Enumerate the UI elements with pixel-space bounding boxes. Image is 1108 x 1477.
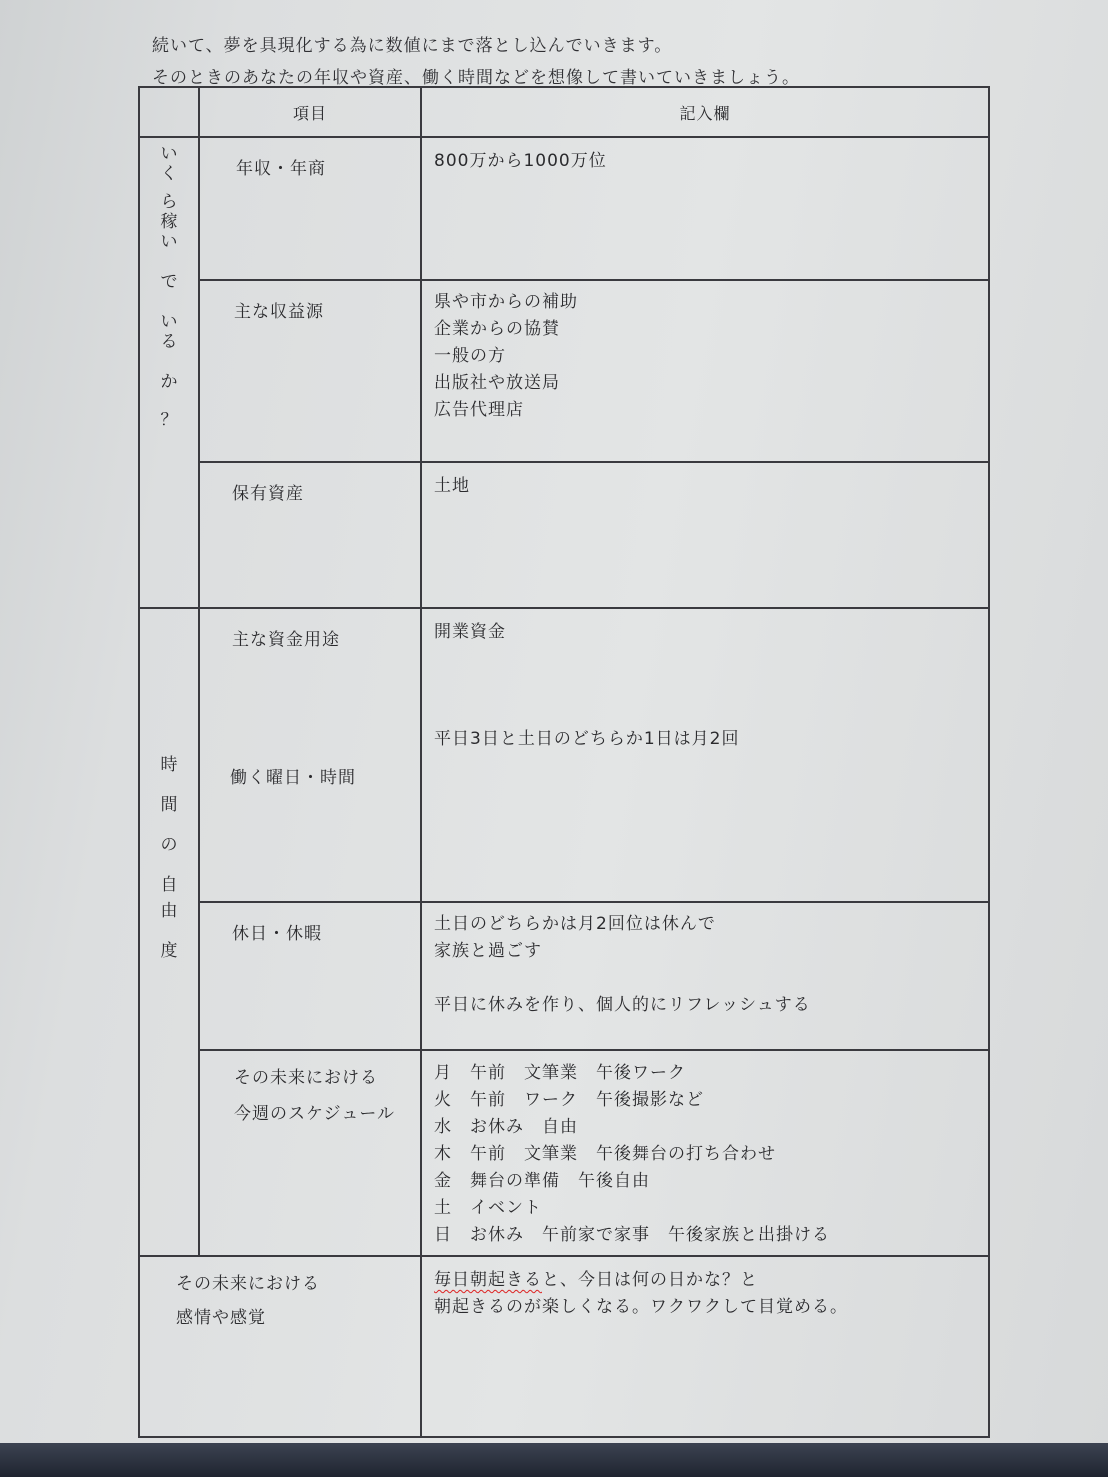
income-item-cell — [199, 137, 421, 280]
header-row — [139, 87, 989, 137]
holidays-item-label: 休日・休暇 — [232, 924, 322, 944]
list-item: 県や市からの補助 — [434, 292, 578, 312]
row-assets — [139, 462, 989, 608]
feelings-entry-line-1: 毎日朝起きると、今日は何の日かな？と — [434, 1270, 758, 1290]
header-group-cell — [139, 87, 199, 137]
row-schedule — [139, 1050, 989, 1256]
header-entry-label: 記入欄 — [679, 103, 731, 123]
schedule-item-label-2: 今週のスケジュール — [234, 1104, 395, 1124]
header-item-label: 項目 — [292, 103, 327, 123]
schedule-day: 月 午前 文筆業 午後ワーク — [434, 1063, 686, 1083]
revenue-item-cell — [199, 280, 421, 462]
spellcheck-underlined-text: 毎日朝起きる — [434, 1270, 542, 1290]
schedule-day: 土 イベント — [434, 1198, 542, 1218]
schedule-day: 木 午前 文筆業 午後舞台の打ち合わせ — [434, 1144, 776, 1164]
group-time-label: 時 間 の 自 由 度 — [160, 755, 178, 961]
assets-entry-cell — [421, 462, 989, 608]
assets-item-label: 保有資産 — [232, 484, 304, 504]
row-holidays — [139, 902, 989, 1050]
row-fund-and-work — [139, 608, 989, 902]
work-days-entry-line: 平日3日と土日のどちらか1日は月2回 — [434, 729, 740, 749]
feelings-item-cell — [139, 1256, 421, 1437]
feelings-item-label-2: 感情や感覚 — [176, 1308, 266, 1328]
fund-work-item-cell — [199, 608, 421, 902]
fund-use-entry-line: 開業資金 — [434, 622, 506, 642]
assets-entry-line: 土地 — [434, 476, 470, 496]
screen-bezel — [0, 1443, 1108, 1477]
list-item: 一般の方 — [434, 346, 506, 366]
revenue-entry-cell — [421, 280, 989, 462]
feelings-entry-cell — [421, 1256, 989, 1437]
schedule-entry-cell — [421, 1050, 989, 1256]
income-item-label: 年収・年商 — [236, 159, 326, 179]
fund-use-item-label: 主な資金用途 — [232, 630, 340, 650]
fund-work-entry-cell — [421, 608, 989, 902]
list-item: 家族と過ごす — [434, 941, 542, 961]
feelings-entry-line-2: 朝起きるのが楽しくなる。ワクワクして目覚める。 — [434, 1297, 848, 1317]
assets-item-cell — [199, 462, 421, 608]
schedule-day: 金 舞台の準備 午後自由 — [434, 1171, 650, 1191]
group-time-cell — [139, 608, 199, 1256]
income-entry-cell — [421, 137, 989, 280]
row-income — [139, 137, 989, 280]
intro-line-1: 続いて、夢を具現化する為に数値にまで落とし込んでいきます。 — [152, 36, 673, 56]
header-item-cell — [199, 87, 421, 137]
list-item: 出版社や放送局 — [434, 373, 560, 393]
holidays-item-cell — [199, 902, 421, 1050]
group-money-cell — [139, 137, 199, 608]
header-entry-cell — [421, 87, 989, 137]
group-money-label: い く ら 稼 い で い る か ？ — [160, 144, 178, 430]
list-item: 土日のどちらかは月2回位は休んで — [434, 914, 716, 934]
list-item: 広告代理店 — [434, 400, 524, 420]
feelings-item-label-1: その未来における — [176, 1274, 320, 1294]
revenue-item-label: 主な収益源 — [234, 302, 324, 322]
row-feelings — [139, 1256, 989, 1437]
intro-line-2: そのときのあなたの年収や資産、働く時間などを想像して書いていきましょう。 — [152, 68, 800, 88]
list-item — [422, 965, 988, 992]
holidays-entry-cell — [421, 902, 989, 1050]
list-item: 平日に休みを作り、個人的にリフレッシュする — [434, 995, 811, 1015]
income-entry-line: 800万から1000万位 — [434, 151, 607, 171]
row-revenue — [139, 280, 989, 462]
work-days-item-label: 働く曜日・時間 — [230, 768, 356, 788]
schedule-day: 日 お休み 午前家で家事 午後家族と出掛ける — [434, 1225, 830, 1245]
schedule-day: 火 午前 ワーク 午後撮影など — [434, 1090, 704, 1110]
list-item: 企業からの協賛 — [434, 319, 560, 339]
schedule-item-cell — [199, 1050, 421, 1256]
plan-table — [138, 86, 990, 1438]
schedule-day: 水 お休み 自由 — [434, 1117, 578, 1137]
schedule-item-label-1: その未来における — [234, 1068, 378, 1088]
